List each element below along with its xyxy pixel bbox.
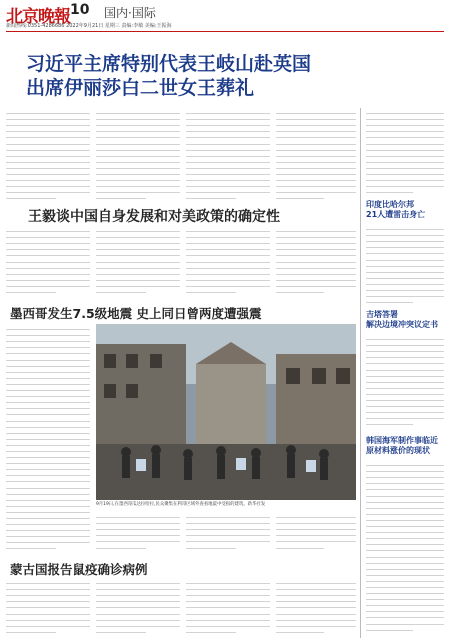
article4-body-col1	[6, 578, 90, 636]
lead-headline-line1: 习近平主席特别代表王岐山赴英国	[26, 53, 312, 75]
lead-body-col1	[6, 108, 90, 200]
article3-body-col3	[186, 512, 270, 552]
article3-body-col4	[276, 512, 356, 552]
body-text-line	[366, 187, 413, 193]
body-text-line	[366, 625, 413, 631]
body-text-line	[96, 193, 146, 199]
body-text-line	[6, 543, 56, 549]
sidebar-item2-body	[366, 334, 444, 430]
sidebar-item3-title: 韩国海军制作事临近 原材料涨价的现状	[366, 436, 438, 455]
body-text-line	[186, 542, 236, 548]
article2-body-col1	[6, 226, 90, 296]
body-text-line	[96, 542, 146, 548]
article2-body-col4	[276, 226, 356, 296]
lead-body-col4	[276, 108, 356, 200]
body-text-line	[186, 627, 236, 633]
sidebar-top-body	[366, 108, 444, 196]
earthquake-photo-image	[96, 324, 356, 500]
body-text-line	[366, 297, 413, 303]
body-text-line	[6, 627, 56, 633]
column-divider	[360, 108, 361, 638]
masthead	[0, 0, 450, 38]
newspaper-logo: 北京晚報	[6, 7, 70, 27]
article4-body-col4	[276, 578, 356, 636]
body-text-line	[276, 193, 324, 199]
body-text-line	[6, 193, 56, 199]
masthead-rule	[6, 31, 444, 32]
article3-headline: 墨西哥发生7.5级地震 史上同日曾两度遭强震	[10, 306, 262, 321]
earthquake-photo	[96, 324, 356, 500]
section-title: 国内·国际	[104, 6, 156, 20]
lead-body-col2	[96, 108, 180, 200]
body-text-line	[276, 627, 324, 633]
article2-headline: 王毅谈中国自身发展和对美政策的确定性	[28, 209, 280, 225]
lead-headline	[26, 52, 386, 100]
body-text-line	[186, 287, 236, 293]
sidebar-item3-body	[366, 460, 444, 636]
body-text-line	[6, 287, 56, 293]
sidebar-item2-title: 吉塔答署 解决边境冲突议定书	[366, 310, 438, 329]
body-text-line	[186, 193, 236, 199]
article4-body-col3	[186, 578, 270, 636]
body-text-line	[96, 287, 146, 293]
sidebar-item1-title: 印度比哈尔邦 21人遭雷击身亡	[366, 200, 426, 219]
article2-body-col2	[96, 226, 180, 296]
article4-body-col2	[96, 578, 180, 636]
lead-headline-line2: 出席伊丽莎白二世女王葬礼	[26, 77, 255, 99]
article3-body-col2	[96, 512, 180, 552]
body-text-line	[366, 419, 413, 425]
page-number: 10	[70, 2, 90, 18]
photo-caption: 9月19日,在墨西哥瓜达拉哈拉,民众聚集在利哥区域外查看地震中受损的建筑。新华社发	[96, 502, 266, 507]
lead-body-col3	[186, 108, 270, 200]
sidebar-item1-body	[366, 224, 444, 306]
body-text-line	[276, 287, 324, 293]
article2-body-col3	[186, 226, 270, 296]
body-text-line	[276, 542, 324, 548]
article3-body-col1	[6, 324, 90, 552]
masthead-meta: 新闻热线:0351-4286686 2022年9月21日 星期三 责编:李敏 美编:王振海	[6, 23, 172, 29]
article4-headline: 蒙古国报告鼠疫确诊病例	[10, 562, 148, 577]
body-text-line	[96, 627, 146, 633]
